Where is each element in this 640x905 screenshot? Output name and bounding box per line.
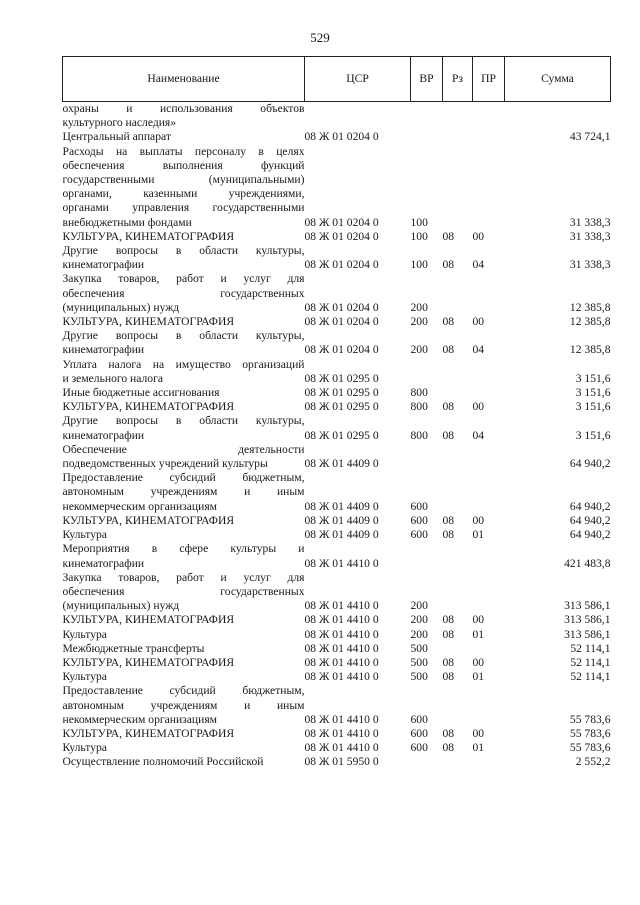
row-sum: [505, 102, 611, 131]
row-vr: 500: [410, 655, 428, 669]
row-sum: 52 114,1: [570, 641, 611, 655]
row-vr: 600: [410, 741, 428, 755]
row-sum: 55 783,6: [569, 726, 611, 740]
row-name-line: КУЛЬТУРА, КИНЕМАТОГРАФИЯ: [62, 655, 235, 669]
row-csr: 08 Ж 01 0295 0: [304, 400, 379, 414]
row-pr: [473, 386, 505, 400]
row-name-line: КУЛЬТУРА, КИНЕМАТОГРАФИЯ: [62, 613, 235, 627]
row-name-line: кинематографии: [62, 258, 145, 272]
row-vr: 800: [410, 400, 428, 414]
row-pr: 01: [472, 627, 485, 641]
row-name: [63, 443, 305, 471]
row-name: [63, 400, 305, 414]
table-row: [63, 230, 611, 244]
row-name-line: кинематографии: [62, 428, 145, 442]
row-name-line: Мероприятия в сфере культуры и: [62, 542, 305, 556]
table-row: [63, 145, 611, 230]
row-rz: [443, 642, 473, 656]
row-sum: 2 552,2: [575, 755, 611, 769]
row-vr: 200: [410, 613, 428, 627]
row-name-line: Культура: [62, 741, 107, 755]
row-csr: 08 Ж 01 0204 0: [304, 300, 379, 314]
row-name-line: (муниципальных) нужд: [62, 300, 180, 314]
row-rz: 08: [442, 741, 455, 755]
row-sum: 31 338,3: [569, 215, 611, 229]
row-name-line: Предоставление субсидий бюджетным,: [62, 684, 305, 698]
row-name-line: автономным учреждениям и иным: [62, 485, 305, 499]
row-sum: 64 940,2: [569, 457, 611, 471]
row-pr: [473, 130, 505, 144]
row-name: [63, 514, 305, 528]
row-name-line: КУЛЬТУРА, КИНЕМАТОГРАФИЯ: [62, 229, 235, 243]
row-csr: 08 Ж 01 4410 0: [304, 641, 379, 655]
row-csr: 08 Ж 01 0204 0: [304, 315, 379, 329]
row-pr: [473, 145, 505, 230]
row-name: [63, 230, 305, 244]
row-name-line: Уплата налога на имущество организаций: [62, 357, 305, 371]
budget-table: [62, 56, 611, 770]
table-row: [63, 656, 611, 670]
row-sum: 43 724,1: [569, 130, 611, 144]
table-row: [63, 727, 611, 741]
row-name: [63, 542, 305, 570]
row-sum: 31 338,3: [569, 229, 611, 243]
table-row: [63, 755, 611, 769]
table-row: [63, 514, 611, 528]
row-pr: [473, 272, 505, 315]
row-name: [63, 358, 305, 386]
row-vr: 600: [410, 513, 428, 527]
row-name-line: Закупка товаров, работ и услуг для: [62, 272, 305, 286]
row-vr: 200: [410, 627, 428, 641]
row-rz: 08: [442, 400, 455, 414]
row-csr: 08 Ж 01 0204 0: [304, 229, 379, 243]
row-pr: 00: [472, 655, 485, 669]
table-row: [63, 272, 611, 315]
row-name: [63, 656, 305, 670]
row-vr: 500: [410, 670, 428, 684]
row-rz: 08: [442, 613, 455, 627]
row-pr: [473, 542, 505, 570]
row-rz: [443, 145, 473, 230]
row-csr: 08 Ж 01 4409 0: [304, 499, 379, 513]
row-name: [63, 755, 305, 769]
row-name-line: Закупка товаров, работ и услуг для: [62, 570, 305, 584]
row-name-line: и земельного налога: [62, 371, 163, 385]
row-name-line: Предоставление субсидий бюджетным,: [62, 471, 305, 485]
row-rz: 08: [442, 670, 455, 684]
row-csr: [305, 102, 411, 131]
row-vr: [411, 443, 443, 471]
row-name-line: охраны и использования объектов: [62, 102, 305, 115]
row-rz: [443, 443, 473, 471]
row-pr: 01: [472, 528, 485, 542]
row-name-line: некоммерческим организациям: [62, 499, 217, 513]
row-name: [63, 727, 305, 741]
table-row: [63, 130, 611, 144]
row-rz: 08: [442, 513, 455, 527]
row-rz: 08: [442, 315, 455, 329]
row-name: [63, 628, 305, 642]
row-sum: 55 783,6: [569, 741, 611, 755]
row-sum: 3 151,6: [575, 371, 611, 385]
row-name-line: КУЛЬТУРА, КИНЕМАТОГРАФИЯ: [62, 726, 235, 740]
row-vr: [411, 358, 443, 386]
row-pr: [473, 471, 505, 514]
table-row: [63, 642, 611, 656]
row-pr: 01: [472, 670, 485, 684]
row-vr: 500: [410, 641, 428, 655]
row-name-line: Иные бюджетные ассигнования: [62, 386, 220, 400]
row-pr: [473, 358, 505, 386]
row-name: [63, 471, 305, 514]
row-csr: 08 Ж 01 4409 0: [304, 513, 379, 527]
row-name: [63, 684, 305, 727]
row-rz: 08: [442, 726, 455, 740]
row-name-line: Культура: [62, 627, 107, 641]
row-csr: 08 Ж 01 4410 0: [304, 599, 379, 613]
row-rz: [443, 542, 473, 570]
row-rz: [443, 755, 473, 769]
row-name-line: автономным учреждениям и иным: [62, 698, 305, 712]
row-csr: 08 Ж 01 4409 0: [304, 528, 379, 542]
row-vr: 800: [410, 428, 428, 442]
row-name: [63, 315, 305, 329]
table-row: [63, 102, 611, 131]
row-sum: 12 385,8: [569, 300, 611, 314]
table-row: [63, 414, 611, 442]
row-vr: 200: [410, 343, 428, 357]
row-name: [63, 244, 305, 272]
table-row: [63, 528, 611, 542]
table-row: [63, 613, 611, 627]
row-csr: 08 Ж 01 0295 0: [304, 371, 379, 385]
row-csr: 08 Ж 01 0295 0: [304, 428, 379, 442]
table-header-row: [63, 57, 611, 102]
page-number: 529: [310, 30, 330, 45]
row-name: [63, 329, 305, 357]
row-csr: 08 Ж 01 4410 0: [304, 726, 379, 740]
row-name: [63, 613, 305, 627]
row-pr: [473, 642, 505, 656]
row-sum: 313 586,1: [564, 627, 611, 641]
row-name-line: обеспечения государственных: [62, 584, 305, 598]
row-name-line: органами управления государственными: [62, 201, 305, 215]
row-rz: [443, 102, 473, 131]
row-name-line: внебюджетными фондами: [62, 215, 192, 229]
row-csr: 08 Ж 01 0295 0: [304, 386, 379, 400]
row-rz: 08: [442, 428, 455, 442]
header-name: Наименование: [63, 57, 305, 102]
row-vr: [411, 542, 443, 570]
row-name: [63, 272, 305, 315]
row-sum: 31 338,3: [569, 258, 611, 272]
row-name-line: Осуществление полномочий Российской: [62, 755, 264, 769]
row-name-line: КУЛЬТУРА, КИНЕМАТОГРАФИЯ: [62, 315, 235, 329]
row-name-line: Межбюджетные трансферты: [62, 641, 205, 655]
row-sum: 52 114,1: [570, 670, 611, 684]
row-rz: 08: [442, 528, 455, 542]
header-pr: ПР: [473, 57, 505, 102]
row-name-line: Культура: [62, 670, 107, 684]
row-name-line: Обеспечение деятельности: [62, 442, 305, 456]
row-pr: 01: [472, 741, 485, 755]
row-name-line: КУЛЬТУРА, КИНЕМАТОГРАФИЯ: [62, 400, 235, 414]
row-name-line: КУЛЬТУРА, КИНЕМАТОГРАФИЯ: [62, 513, 235, 527]
row-name: [63, 414, 305, 442]
table-row: [63, 315, 611, 329]
row-rz: 08: [442, 655, 455, 669]
header-csr: ЦСР: [305, 57, 411, 102]
row-name-line: обеспечения выполнения функций: [62, 158, 305, 172]
table-row: [63, 400, 611, 414]
row-csr: 08 Ж 01 4410 0: [304, 712, 379, 726]
table-row: [63, 670, 611, 684]
row-vr: 100: [410, 258, 428, 272]
row-pr: [473, 755, 505, 769]
row-csr: 08 Ж 01 4410 0: [304, 627, 379, 641]
row-sum: 55 783,6: [569, 712, 611, 726]
row-name: [63, 741, 305, 755]
row-pr: 00: [472, 613, 485, 627]
row-name-line: подведомственных учреждений культуры: [62, 457, 268, 471]
row-name-line: кинематографии: [62, 556, 145, 570]
header-vr: ВР: [411, 57, 443, 102]
row-pr: [473, 571, 505, 614]
table-row: [63, 244, 611, 272]
row-csr: 08 Ж 01 4410 0: [304, 670, 379, 684]
table-row: [63, 542, 611, 570]
row-name: [63, 102, 305, 131]
row-vr: 600: [410, 712, 428, 726]
row-vr: 100: [410, 215, 428, 229]
row-pr: 04: [472, 428, 485, 442]
row-name-line: государственными (муниципальными): [62, 173, 305, 187]
row-name: [63, 386, 305, 400]
row-sum: 3 151,6: [575, 428, 611, 442]
row-rz: [443, 130, 473, 144]
header-rz: Рз: [443, 57, 473, 102]
row-pr: 00: [472, 513, 485, 527]
row-pr: 00: [472, 726, 485, 740]
row-csr: 08 Ж 01 5950 0: [304, 755, 379, 769]
row-csr: 08 Ж 01 4410 0: [304, 741, 379, 755]
row-name-line: Другие вопросы в области культуры,: [62, 414, 305, 428]
row-vr: 800: [410, 386, 428, 400]
row-name-line: некоммерческим организациям: [62, 712, 217, 726]
row-sum: 64 940,2: [569, 528, 611, 542]
row-sum: 12 385,8: [569, 315, 611, 329]
row-pr: 04: [472, 258, 485, 272]
row-vr: 600: [410, 726, 428, 740]
row-sum: 64 940,2: [569, 499, 611, 513]
row-name: [63, 571, 305, 614]
row-sum: 3 151,6: [575, 386, 611, 400]
table-row: [63, 386, 611, 400]
row-name-line: (муниципальных) нужд: [62, 599, 180, 613]
row-name-line: обеспечения государственных: [62, 286, 305, 300]
row-csr: 08 Ж 01 0204 0: [304, 343, 379, 357]
table-row: [63, 741, 611, 755]
row-sum: 313 586,1: [564, 613, 611, 627]
row-vr: [411, 102, 443, 131]
header-sum: Сумма: [505, 57, 611, 102]
table-row: [63, 471, 611, 514]
row-name: [63, 670, 305, 684]
row-rz: [443, 684, 473, 727]
row-rz: 08: [442, 229, 455, 243]
row-pr: [473, 684, 505, 727]
row-csr: 08 Ж 01 0204 0: [304, 258, 379, 272]
row-name-line: Расходы на выплаты персоналу в целях: [62, 144, 305, 158]
row-rz: 08: [442, 343, 455, 357]
row-name: [63, 145, 305, 230]
row-sum: 12 385,8: [569, 343, 611, 357]
table-row: [63, 571, 611, 614]
row-name: [63, 528, 305, 542]
row-csr: 08 Ж 01 4409 0: [304, 457, 379, 471]
table-row: [63, 628, 611, 642]
row-name: [63, 130, 305, 144]
row-csr: 08 Ж 01 4410 0: [304, 556, 379, 570]
row-csr: 08 Ж 01 0204 0: [304, 130, 379, 144]
table-row: [63, 358, 611, 386]
row-rz: [443, 386, 473, 400]
row-rz: [443, 358, 473, 386]
row-pr: 00: [472, 315, 485, 329]
table-row: [63, 329, 611, 357]
row-sum: 3 151,6: [575, 400, 611, 414]
row-name-line: Культура: [62, 528, 107, 542]
row-vr: 100: [410, 229, 428, 243]
row-name-line: Другие вопросы в области культуры,: [62, 329, 305, 343]
row-rz: 08: [442, 258, 455, 272]
row-csr: 08 Ж 01 0204 0: [304, 215, 379, 229]
row-pr: [473, 443, 505, 471]
row-rz: 08: [442, 627, 455, 641]
row-name-line: кинематографии: [62, 343, 145, 357]
table-row: [63, 684, 611, 727]
row-pr: 04: [472, 343, 485, 357]
row-sum: 52 114,1: [570, 655, 611, 669]
row-vr: 200: [410, 315, 428, 329]
row-rz: [443, 471, 473, 514]
row-sum: 421 483,8: [564, 556, 611, 570]
row-name-line: Другие вопросы в области культуры,: [62, 244, 305, 258]
row-vr: [411, 130, 443, 144]
row-sum: 313 586,1: [564, 599, 611, 613]
row-pr: [473, 102, 505, 131]
row-pr: 00: [472, 400, 485, 414]
row-name-line: органами, казенными учреждениями,: [62, 187, 305, 201]
row-vr: 600: [410, 528, 428, 542]
row-pr: 00: [472, 229, 485, 243]
row-rz: [443, 272, 473, 315]
row-csr: 08 Ж 01 4410 0: [304, 613, 379, 627]
row-name-line: Центральный аппарат: [62, 130, 171, 144]
row-vr: [411, 755, 443, 769]
table-body: [63, 102, 611, 770]
row-rz: [443, 571, 473, 614]
row-vr: 200: [410, 599, 428, 613]
table-row: [63, 443, 611, 471]
row-vr: 200: [410, 300, 428, 314]
row-name: [63, 642, 305, 656]
row-csr: 08 Ж 01 4410 0: [304, 655, 379, 669]
row-vr: 600: [410, 499, 428, 513]
row-name-line: культурного наследия»: [62, 116, 177, 130]
row-sum: 64 940,2: [569, 513, 611, 527]
